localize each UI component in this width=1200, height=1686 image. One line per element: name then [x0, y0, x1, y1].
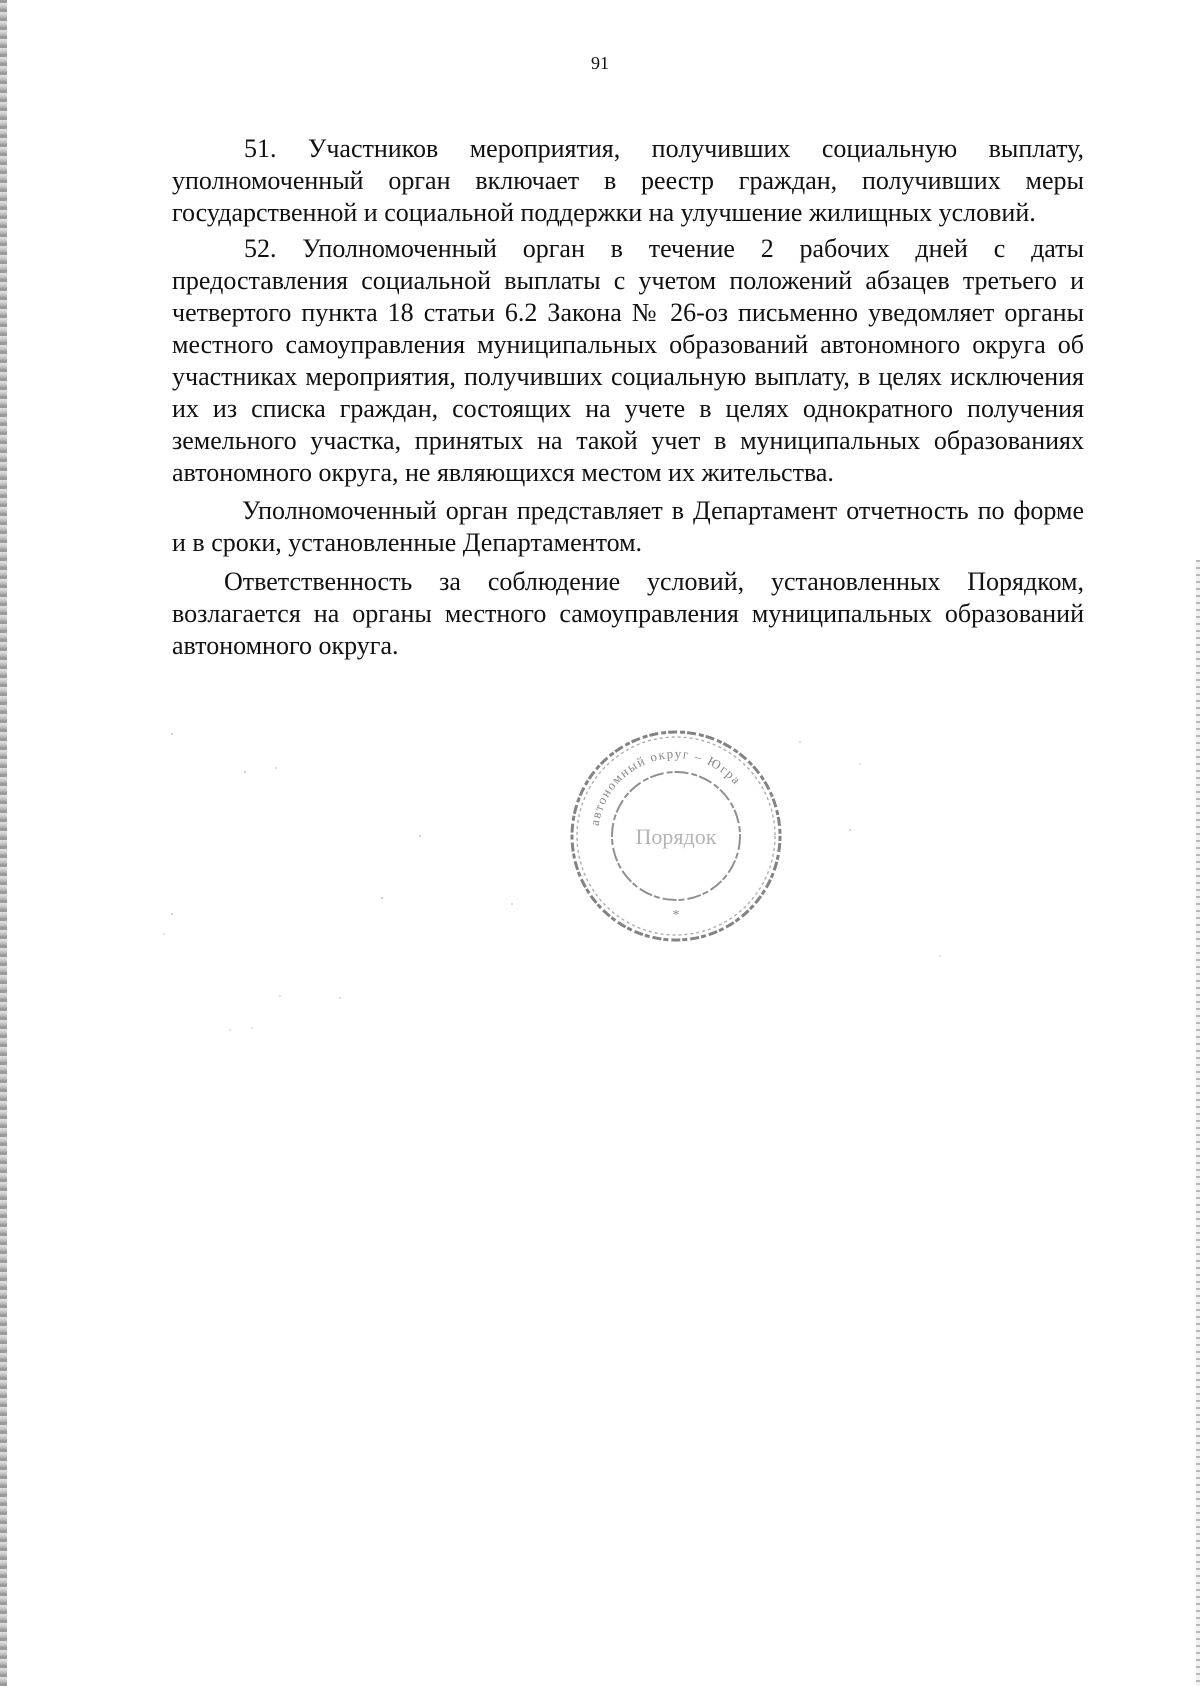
stamp-center-text: Порядок	[635, 824, 717, 849]
page-number: 91	[591, 53, 609, 73]
document-body	[172, 133, 1084, 662]
stamp-ring-text: автономный округ – Югра	[586, 745, 745, 827]
scan-edge-right	[1196, 560, 1200, 1686]
paragraph-51: 51. Участников мероприятия, получивших социальную выплату, уполномоченный орган включает в реестр граждан, получивших меры государственной и социальной поддержки на улучшение жилищных условий.	[172, 134, 1084, 227]
svg-text:*: *	[672, 908, 680, 923]
paragraph-52: 52. Уполномоченный орган в течение 2 рабочих дней с даты предоставления социальной выплаты с учетом положений абзацев третьего и четвертого пункта 18 статьи 6.2 Закона № 26-оз письменно уведомляет органы местного самоуправления муниципальных образований автономного округа об участниках мероприятия, получивших социальную выплату, в целях исключения их из списка граждан, состоящих на учете в целях однократного получения земельного участка, принятых на такой учет в муниципальных образованиях автономного округа, не являющихся местом их жительства.	[172, 234, 1084, 487]
scan-noise	[160, 728, 1020, 1048]
paragraph-responsibility: Ответственность за соблюдение условий, установленных Порядком, возлагается на органы местного самоуправления муниципальных образований автономного округа.	[172, 567, 1084, 660]
scan-edge-left	[0, 0, 7, 1686]
paragraph-reporting: Уполномоченный орган представляет в Департамент отчетность по форме и в сроки, установленные Департаментом.	[172, 496, 1084, 557]
